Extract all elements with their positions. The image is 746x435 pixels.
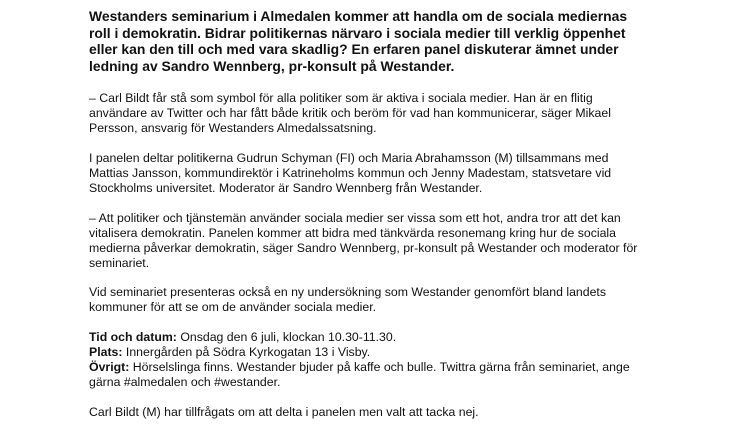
quote-paragraph-wennberg: – Att politiker och tjänstemän använder sociala medier ser vissa som ett hot, andra tror att det kan vitalisera demokratin. Panelen kommer att bidra med tänkvärda resonemang kring hur de sociala medierna påverkar demokratin, säger Sandro Wennberg, pr-konsult på Westander och moderator för seminariet. [89, 210, 638, 270]
time-value: Onsdag den 6 juli, klockan 10.30-11.30. [176, 330, 397, 345]
panel-paragraph: I panelen deltar politikerna Gudrun Schyman (FI) och Maria Abrahamsson (M) tillsammans med Mattias Jansson, kommundirektör i Katrineholms kommun och Jenny Madestam, statsvetare vid Stockholms universitet. Moderator är Sandro Wennberg från Westander. [89, 151, 612, 195]
press-release-document [89, 8, 649, 435]
closing-paragraph: Carl Bildt (M) har tillfrågats om att delta i panelen men valt att tacka nej. [89, 404, 479, 419]
place-label: Plats: [89, 345, 123, 360]
survey-paragraph: Vid seminariet presenteras också en ny undersökning som Westander genomfört bland landets kommuner för att se om de använder sociala medier. [89, 285, 606, 315]
place-value: Innergården på Södra Kyrkogatan 13 i Visby. [122, 345, 371, 360]
time-label: Tid och datum: [89, 330, 177, 345]
lead-paragraph: Westanders seminarium i Almedalen kommer att handla om de sociala mediernas roll i demokratin. Bidrar politikernas närvaro i sociala medier till verklig öppenhet eller kan den till och med vara skadlig? En erfaren panel diskuterar ämnet under ledning av Sandro Wennberg, pr-konsult på Westander. [89, 8, 628, 74]
event-details [89, 330, 649, 390]
other-value: Hörselslinga finns. Westander bjuder på kaffe och bulle. Twittra gärna från seminariet, ange gärna #almedalen och #westander. [89, 360, 630, 389]
other-label: Övrigt: [89, 360, 130, 375]
quote-paragraph-bildt: – Carl Bildt får stå som symbol för alla politiker som är aktiva i sociala medier. Han är en flitig användare av Twitter och har fått både kritik och beröm för vad han kommunicerar, säger Mikael Persson, ansvarig för Westanders Almedalssatsning. [89, 91, 611, 136]
